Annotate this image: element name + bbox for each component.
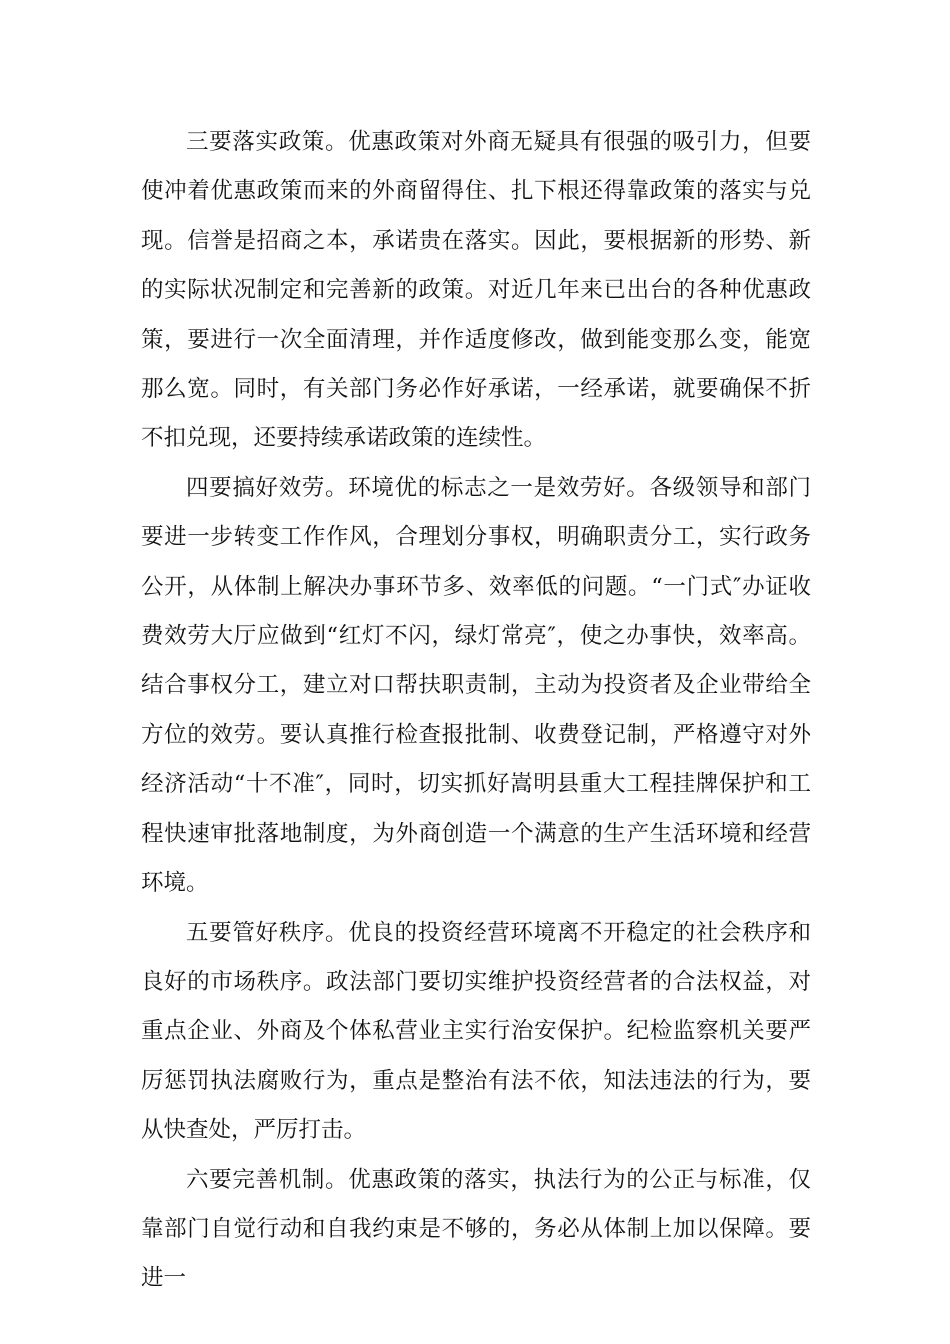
paragraph-service: 四要搞好效劳。环境优的标志之一是效劳好。各级领导和部门要进一步转变工作作风，合理划分事权，明确职责分工，实行政务公开，从体制上解决办事环节多、效率低的问题。“一门式″办证收费效劳大厅应做到“红灯不闪，绿灯常亮″，使之办事快，效率高。结合事权分工，建立对口帮扶职责制，主动为投资者及企业带给全方位的效劳。要认真推行检查报批制、收费登记制，严格遵守对外经济活动“十不准″，同时，切实抓好嵩明县重大工程挂牌保护和工程快速审批落地制度，为外商创造一个满意的生产生活环境和经营环境。 bbox=[141, 474, 811, 897]
document-body bbox=[141, 118, 811, 1304]
paragraph-order: 五要管好秩序。优良的投资经营环境离不开稳定的社会秩序和良好的市场秩序。政法部门要切实维护投资经营者的合法权益，对重点企业、外商及个体私营业主实行治安保护。纪检监察机关要严厉惩罚执法腐败行为，重点是整治有法不依，知法违法的行为，要从快查处，严厉打击。 bbox=[141, 919, 811, 1144]
paragraph-mechanism: 六要完善机制。优惠政策的落实，执法行为的公正与标准，仅靠部门自觉行动和自我约束是不够的，务必从体制上加以保障。要进一 bbox=[141, 1166, 811, 1292]
paragraph-policy-implementation: 三要落实政策。优惠政策对外商无疑具有很强的吸引力，但要使冲着优惠政策而来的外商留得住、扎下根还得靠政策的落实与兑现。信誉是招商之本，承诺贵在落实。因此，要根据新的形势、新的实际状况制定和完善新的政策。对近几年来已出台的各种优惠政策，要进行一次全面清理，并作适度修改，做到能变那么变，能宽那么宽。同时，有关部门务必作好承诺，一经承诺，就要确保不折不扣兑现，还要持续承诺政策的连续性。 bbox=[141, 129, 811, 452]
